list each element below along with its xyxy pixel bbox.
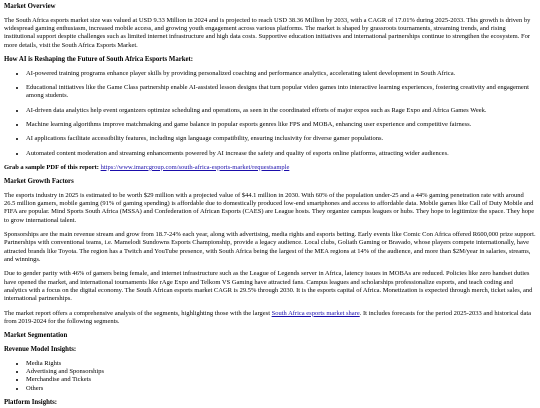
market-share-link[interactable]: South Africa esports market share [271,309,360,317]
revenue-model-heading: Revenue Model Insights: [4,345,77,353]
list-item: • Machine learning algorithms improve matchmaking and game balance in popular esports genres like FPS and MOBA, enhancing user experience and competitive fairness. [26,121,536,129]
ai-list [4,70,536,158]
list-item: • Automated content moderation and streaming enhancements powered by AI increase the safety and quality of esports online platforms, attracting wider audiences. [26,150,536,158]
list-item: • Advertising and Sponsorships [26,368,536,376]
list-item: • AI applications facilitate accessibility features, including sign language compatibility, ensuring inclusivity for diverse gamer populations. [26,135,536,143]
overview-heading: Market Overview [4,3,56,10]
growth-heading: Market Growth Factors [4,178,74,186]
segmentation-heading: Market Segmentation [4,332,68,340]
sample-label: Grab a sample PDF of this report: [4,163,99,171]
platform-heading: Platform Insights: [4,398,58,406]
revenue-model-list [4,360,536,393]
growth-paragraph-2: Sponsorships are the main revenue stream and grow from 18.7-24% each year, along with advertising, media rights and esports betting. Early events like Comic Con Africa offered R600,000 prize support. Partnerships with conventional teams, i.e. Mamelodi Sundowns Esports Championship, provide a legacy audience. Local clubs, Goliath Gaming or Bravado, whose players compete internationally, have attracted brands like Toyota. The region has a Twitch and YouTube presence, with South Africa being the largest of the MEA regions at 14% of the audience, and more than $2M/year in salaries, streams, and winnings. [4,231,536,263]
sample-link[interactable]: https://www.imarcgroup.com/south-africa-esports-market/requestsample [100,163,290,171]
sample-line [4,164,536,172]
growth-paragraph-4 [4,310,536,327]
list-item: • Merchandise and Tickets [26,376,536,384]
growth-text-after: . It includes forecasts for the period 2025-2033 and historical data from 2019-2024 for the following segments. [4,309,532,325]
list-item: • Media Rights [26,360,536,368]
list-item: • Others [26,385,536,393]
growth-paragraph-3: Due to gender parity with 46% of gamers being female, and internet infrastructure such as the League of Legends server in Africa, latency issues in MOBAs are reduced. Policies like zero handset duties have opened the market, and international tournaments like rAge Expo and Telkom VS Gaming have attracted fans. Campus leagues and scholarships professionalize esports, and teach coding and analytics with a focus on the digital economy. The South African esports market CAGR is 29.5% through 2030. It is the esports capital of Africa. Monetization is expected through merch, ticket sales, and international partnerships. [4,270,533,303]
growth-text-before: The market report offers a comprehensive analysis of the segments, highlighting those with the largest [4,309,272,317]
list-item: • AI-driven data analytics help event organizers optimize scheduling and operations, as seen in the coordinated efforts of major expos such as Rage Expo and Africa Games Week. [26,107,536,115]
list-item: • Educational initiatives like the Game Class partnership enable AI-assisted lesson designs that turn popular video games into interactive learning experiences, fostering creativity and engagement among students. [26,84,536,101]
overview-paragraph: The South Africa esports market size was valued at USD 9.33 Million in 2024 and is projected to reach USD 38.36 Million by 2033, with a CAGR of 17.01% during 2025-2033. This growth is driven by widespread gaming enthusiasm, increased mobile access, and growing youth engagement across various platforms. The market is shaped by grassroots tournaments, streaming trends, and rising institutional support despite challenges such as limited internet infrastructure and high data costs. Supportive education initiatives and international partnerships continue to strengthen the ecosystem. For more details, visit the South Africa Esports Market. [4,16,531,49]
ai-section-heading: How AI is Reshaping the Future of South Africa Esports Market: [4,55,194,63]
list-item: • AI-powered training programs enhance player skills by providing personalized coaching and performance analytics, accelerating talent development in South Africa. [26,70,536,78]
growth-paragraph-1: The esports industry in 2025 is estimated to be worth $29 million with a projected value of $44.1 million in 2030. With 60% of the population under-25 and a 44% gaming penetration rate with around 26.5 million gamers, mobile gaming (91% of gaming spending) is affordable due to domestically produced low-end smartphones and access to affordable data. Mobile games like Call of Duty Mobile and FIFA are popular. Mind Sports South Africa (MSSA) and Confederation of African Esports (CAES) are League hosts. They organize campus leagues or hubs. They hope to legitimize the space. They hope to grow international talent. [4,191,535,224]
